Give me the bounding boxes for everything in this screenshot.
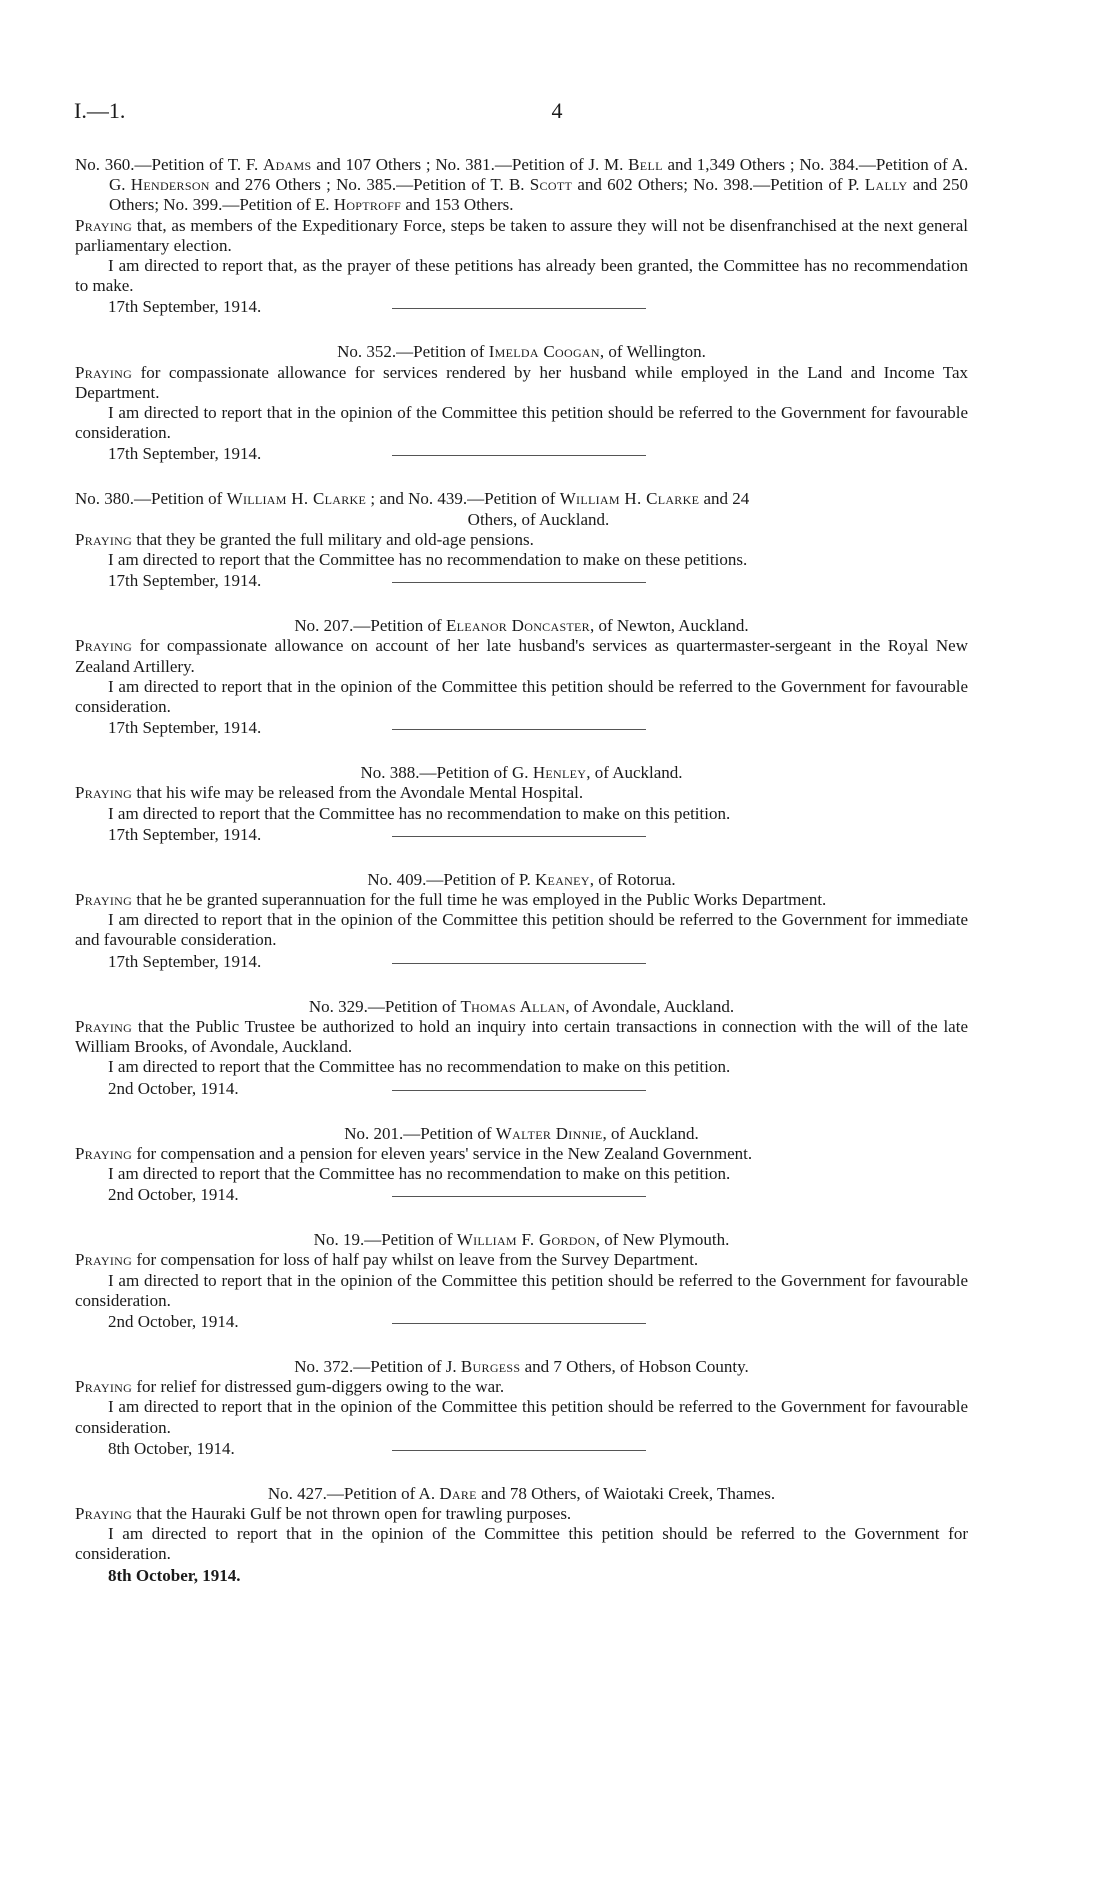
petition-prayer: Praying for compassionate allowance for services rendered by her husband while employed in the Land and Income Tax Department. (75, 362, 968, 402)
petition-entry (75, 155, 968, 319)
petition-prayer: Praying that he be granted superannuation for the full time he was employed in the Public Works Department. (75, 890, 827, 910)
committee-report: I am directed to report that in the opinion of the Committee this petition should be referred to the Government for immediate and favourable consideration. (75, 910, 968, 950)
petition-entry (75, 1124, 968, 1208)
committee-report: I am directed to report that, as the prayer of these petitions has already been granted, the Committee has no recommendation to make. (75, 256, 968, 296)
date-row (75, 1078, 968, 1101)
report-date: 2nd October, 1914. (108, 1185, 239, 1205)
petition-prayer: Praying that the Public Trustee be authorized to hold an inquiry into certain transactions in connection with the will of the late William Brooks, of Avondale, Auckland. (75, 1016, 968, 1057)
petition-prayer: Praying for compensation for loss of half pay whilst on leave from the Survey Department. (75, 1250, 699, 1270)
petition-title: No. 388.—Petition of G. Henley, of Auckland. (360, 763, 683, 783)
section-divider (392, 1450, 646, 1451)
section-divider (392, 1323, 646, 1324)
report-date: 2nd October, 1914. (108, 1311, 239, 1331)
date-row (75, 951, 968, 974)
petition-entry (75, 1357, 968, 1461)
date-row (75, 824, 968, 847)
petition-entry (75, 342, 968, 466)
section-divider (392, 836, 646, 837)
report-date: 17th September, 1914. (108, 571, 262, 591)
report-date: 8th October, 1914. (108, 1565, 241, 1585)
petition-prayer: Praying that his wife may be released from the Avondale Mental Hospital. (75, 783, 584, 803)
committee-report: I am directed to report that in the opinion of the Committee this petition should be referred to the Government for favourable consideration. (75, 403, 968, 443)
date-row (75, 1565, 968, 1588)
petitions-list (75, 155, 968, 1588)
petition-prayer: Praying that, as members of the Expeditionary Force, steps be taken to assure they will not be disenfranchised at the next general parliamentary election. (75, 215, 968, 255)
petition-entry (75, 616, 968, 740)
petition-title: No. 409.—Petition of P. Keaney, of Rotorua. (367, 869, 676, 889)
petition-title: No. 19.—Petition of William F. Gordon, of New Plymouth. (313, 1230, 730, 1250)
page-header (74, 98, 1040, 126)
document-reference: I.—1. (74, 98, 126, 123)
petition-title: No. 427.—Petition of A. Dare and 78 Others, of Waiotaki Creek, Thames. (267, 1483, 776, 1503)
report-date: 2nd October, 1914. (108, 1078, 239, 1098)
report-date: 17th September, 1914. (108, 444, 262, 464)
committee-report: I am directed to report that in the opinion of the Committee this petition should be referred to the Government for favourable consideration. (75, 1397, 968, 1437)
petition-prayer: Praying for compensation and a pension for eleven years' service in the New Zealand Government. (75, 1143, 753, 1163)
report-date: 17th September, 1914. (108, 951, 262, 971)
petition-title: No. 360.—Petition of T. F. Adams and 107 Others ; No. 381.—Petition of J. M. Bell and 1,349 Others ; No. 384.—Petition of A. G. Henderson and 276 Others ; No. 385.—Petition of T. B. Scott and 602 Others; No. 398.—Petition of P. Lally and 250 Others; No. 399.—Petition of E. Hoptroff and 153 Others. (75, 155, 969, 215)
petition-title: No. 207.—Petition of Eleanor Doncaster, of Newton, Auckland. (294, 616, 749, 636)
page-number: 4 (551, 98, 563, 123)
committee-report: I am directed to report that in the opinion of the Committee this petition should be referred to the Government for favourable consideration. (75, 676, 968, 717)
section-divider (392, 582, 646, 583)
date-row (75, 1184, 968, 1207)
date-row (75, 1311, 968, 1334)
petition-entry (75, 1230, 968, 1334)
petition-entry (75, 489, 968, 593)
date-row (75, 570, 968, 593)
petition-title: No. 380.—Petition of William H. Clarke ; and No. 439.—Petition of William H. Clarke and 24 Others, of Auckland. (75, 489, 750, 529)
petition-prayer: Praying for relief for distressed gum-diggers owing to the war. (75, 1377, 505, 1397)
date-row (75, 443, 968, 466)
petition-entry (75, 1484, 968, 1588)
section-divider (392, 963, 646, 964)
petition-prayer: Praying for compassionate allowance on account of her late husband's services as quartermaster-sergeant in the Royal New Zealand Artillery. (75, 636, 968, 676)
committee-report: I am directed to report that the Committee has no recommendation to make on this petition. (108, 1163, 731, 1183)
section-divider (392, 1090, 646, 1091)
petition-entry (75, 763, 968, 847)
petition-prayer: Praying that they be granted the full military and old-age pensions. (75, 529, 534, 549)
report-date: 17th September, 1914. (108, 718, 262, 738)
committee-report: I am directed to report that the Committee has no recommendation to make on these petitions. (108, 550, 748, 570)
petition-title: No. 201.—Petition of Walter Dinnie, of Auckland. (344, 1123, 699, 1143)
committee-report: I am directed to report that the Committee has no recommendation to make on this petition. (108, 1057, 731, 1077)
report-date: 17th September, 1914. (108, 297, 262, 317)
section-divider (392, 1196, 646, 1197)
section-divider (392, 455, 646, 456)
report-date: 17th September, 1914. (108, 824, 262, 844)
section-divider (392, 729, 646, 730)
date-row (75, 1438, 968, 1461)
petition-entry (75, 997, 968, 1101)
committee-report: I am directed to report that in the opinion of the Committee this petition should be referred to the Government for consideration. (75, 1524, 968, 1564)
date-row (75, 296, 968, 319)
petition-prayer: Praying that the Hauraki Gulf be not thrown open for trawling purposes. (75, 1503, 572, 1523)
petition-title: No. 372.—Petition of J. Burgess and 7 Others, of Hobson County. (294, 1356, 749, 1376)
petition-title: No. 352.—Petition of Imelda Coogan, of Wellington. (337, 342, 706, 362)
petition-entry (75, 870, 968, 974)
petition-title: No. 329.—Petition of Thomas Allan, of Avondale, Auckland. (308, 996, 735, 1016)
committee-report: I am directed to report that in the opinion of the Committee this petition should be referred to the Government for favourable consideration. (75, 1270, 968, 1310)
section-divider (392, 308, 646, 309)
committee-report: I am directed to report that the Committee has no recommendation to make on this petition. (108, 803, 731, 823)
date-row (75, 717, 968, 740)
report-date: 8th October, 1914. (108, 1438, 235, 1458)
